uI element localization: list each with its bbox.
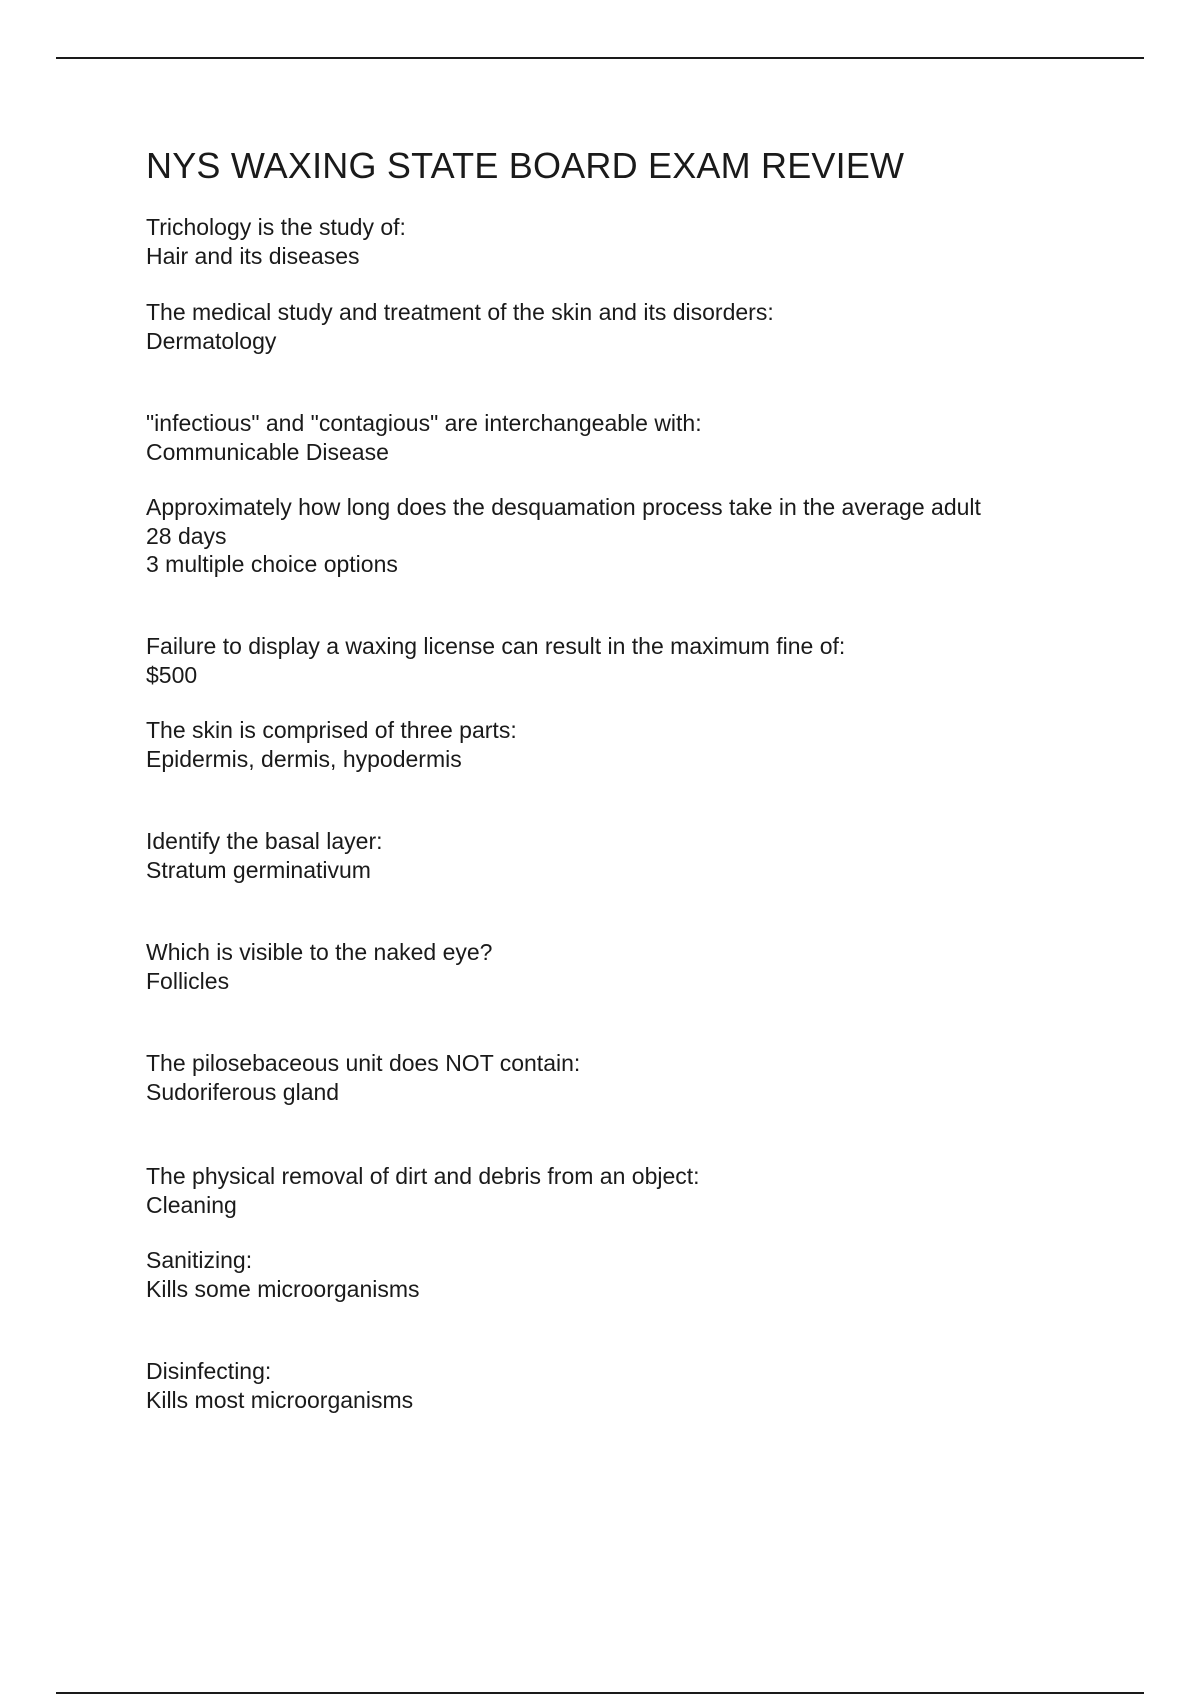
answer-text: Follicles — [146, 967, 230, 994]
answer-text: Kills most microorganisms — [146, 1386, 414, 1413]
answer-text: Sudoriferous gland — [146, 1078, 340, 1105]
question-text: Sanitizing: — [146, 1247, 253, 1273]
question-text: Identify the basal layer: — [146, 828, 383, 854]
question-text: "infectious" and "contagious" are interchangeable with: — [146, 410, 702, 436]
qa-item — [146, 827, 383, 884]
qa-item — [146, 632, 845, 689]
answer-text: Epidermis, dermis, hypodermis — [146, 745, 462, 772]
answer-text: Dermatology — [146, 327, 277, 354]
top-rule — [56, 57, 1144, 59]
question-text: The physical removal of dirt and debris from an object: — [146, 1163, 700, 1189]
answer-text: Cleaning — [146, 1191, 237, 1218]
qa-item — [146, 1246, 420, 1303]
answer-text: Stratum germinativum — [146, 856, 371, 883]
qa-item — [146, 938, 492, 995]
answer-text: 28 days — [146, 522, 227, 549]
qa-item — [146, 298, 774, 355]
note-text: 3 multiple choice options — [146, 551, 398, 577]
answer-text: Hair and its diseases — [146, 242, 360, 269]
qa-item — [146, 1049, 580, 1106]
question-text: Which is visible to the naked eye? — [146, 939, 493, 965]
answer-text: Kills some microorganisms — [146, 1275, 420, 1302]
qa-item — [146, 493, 981, 579]
answer-text: Communicable Disease — [146, 438, 389, 465]
question-text: The skin is comprised of three parts: — [146, 717, 517, 743]
question-text: The medical study and treatment of the skin and its disorders: — [146, 299, 774, 325]
qa-item — [146, 1162, 700, 1219]
answer-text: $500 — [146, 661, 198, 688]
question-text: Approximately how long does the desquamation process take in the average adult — [146, 494, 981, 520]
question-text: Trichology is the study of: — [146, 214, 406, 240]
qa-item — [146, 716, 517, 773]
question-text: The pilosebaceous unit does NOT contain: — [146, 1050, 581, 1076]
bottom-rule — [56, 1692, 1144, 1694]
page-title: NYS WAXING STATE BOARD EXAM REVIEW — [146, 145, 905, 186]
question-text: Failure to display a waxing license can result in the maximum fine of: — [146, 633, 846, 659]
qa-item — [146, 409, 702, 466]
qa-item — [146, 1357, 413, 1414]
qa-item — [146, 213, 406, 270]
question-text: Disinfecting: — [146, 1358, 272, 1384]
